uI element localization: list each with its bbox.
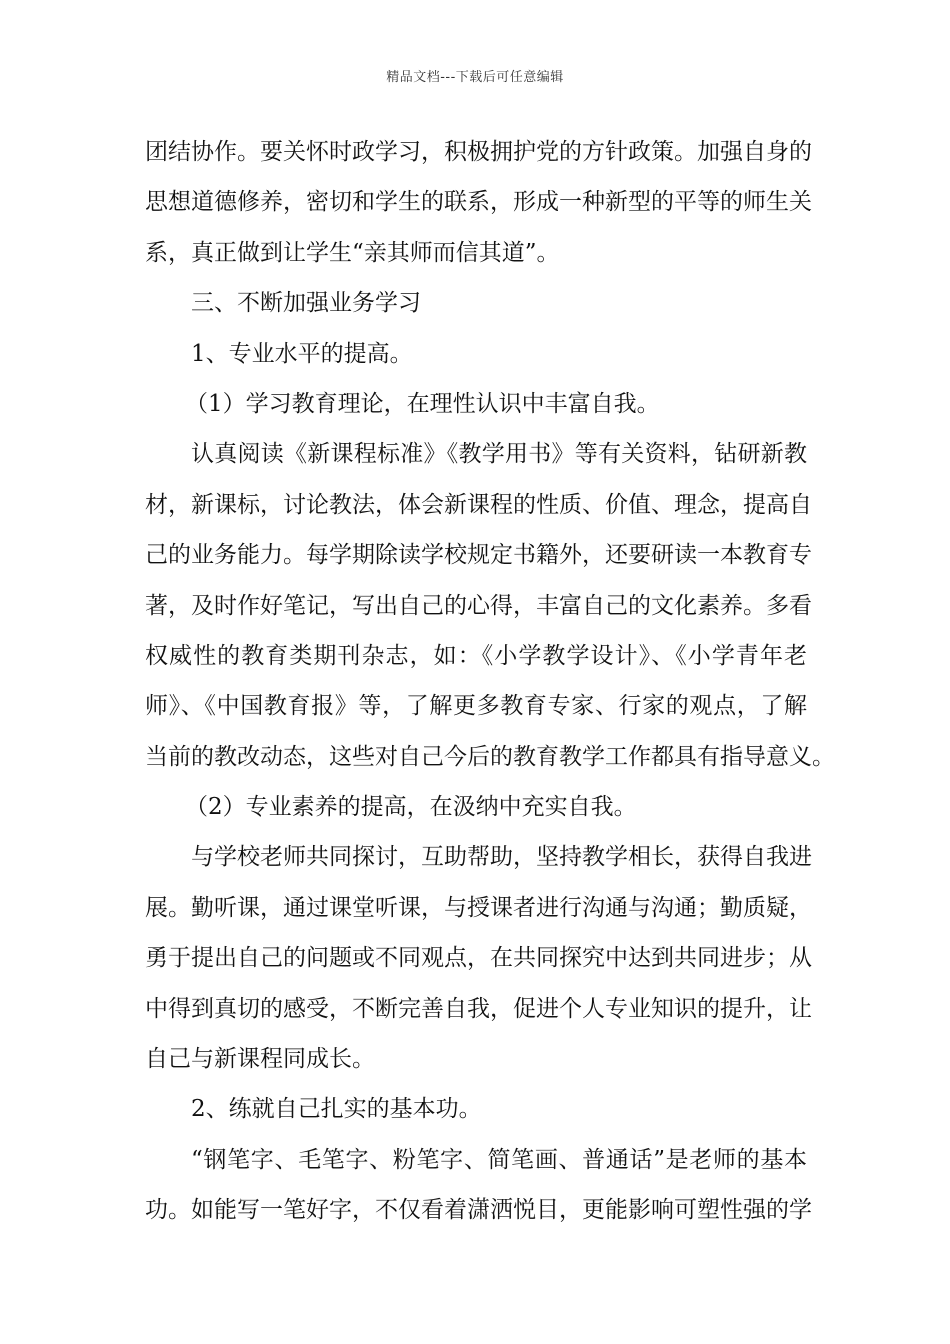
subsection-heading: 1、专业水平的提高。 bbox=[191, 340, 413, 367]
text-line: 系，真正做到让学生“亲其师而信其道”。 bbox=[145, 239, 560, 266]
text-line: 展。勤听课，通过课堂听课，与授课者进行沟通与沟通；勤质疑， bbox=[145, 894, 812, 921]
document-body bbox=[145, 127, 835, 1236]
text-line: 自己与新课程同成长。 bbox=[145, 1046, 375, 1073]
text-line: 团结协作。要关怀时政学习，积极拥护党的方针政策。加强自身的 bbox=[145, 139, 812, 165]
text-line: 与学校老师共同探讨，互助帮助，坚持教学相长，获得自我进 bbox=[191, 844, 812, 871]
subsection-heading: 2、练就自己扎实的基本功。 bbox=[191, 1096, 482, 1123]
text-line: 中得到真切的感受，不断完善自我，促进个人专业知识的提升，让 bbox=[145, 995, 812, 1022]
subsection-heading: （2）专业素养的提高，在汲纳中充实自我。 bbox=[185, 794, 637, 821]
text-line: 己的业务能力。每学期除读学校规定书籍外，还要研读一本教育专 bbox=[145, 542, 812, 569]
text-line: 著，及时作好笔记，写出自己的心得，丰富自己的文化素养。多看 bbox=[145, 592, 812, 619]
section-heading: 三、不断加强业务学习 bbox=[191, 290, 421, 317]
text-line: 材，新课标，讨论教法，体会新课程的性质、价值、理念，提高自 bbox=[145, 491, 812, 518]
text-line: 勇于提出自己的问题或不同观点，在共同探究中达到共同进步；从 bbox=[145, 945, 812, 972]
text-line: 师》、《中国教育报》等，了解更多教育专家、行家的观点，了解 bbox=[145, 693, 807, 720]
text-line: 功。如能写一笔好字，不仅看着潇洒悦目，更能影响可塑性强的学 bbox=[145, 1197, 812, 1224]
text-line: 认真阅读《新课程标准》《教学用书》等有关资料，钻研新教 bbox=[191, 441, 807, 468]
text-line: 权威性的教育类期刊杂志，如：《小学教学设计》、《小学青年老 bbox=[145, 642, 807, 669]
text-line: 当前的教改动态，这些对自己今后的教育教学工作都具有指导意义。 bbox=[145, 743, 835, 770]
page-header: 精品文档---下载后可任意编辑 bbox=[386, 70, 564, 85]
text-line: “钢笔字、毛笔字、粉笔字、简笔画、普通话”是老师的基本 bbox=[191, 1146, 807, 1173]
text-line: 思想道德修养，密切和学生的联系，形成一种新型的平等的师生关 bbox=[145, 189, 812, 216]
subsection-heading: （1）学习教育理论，在理性认识中丰富自我。 bbox=[185, 390, 660, 417]
